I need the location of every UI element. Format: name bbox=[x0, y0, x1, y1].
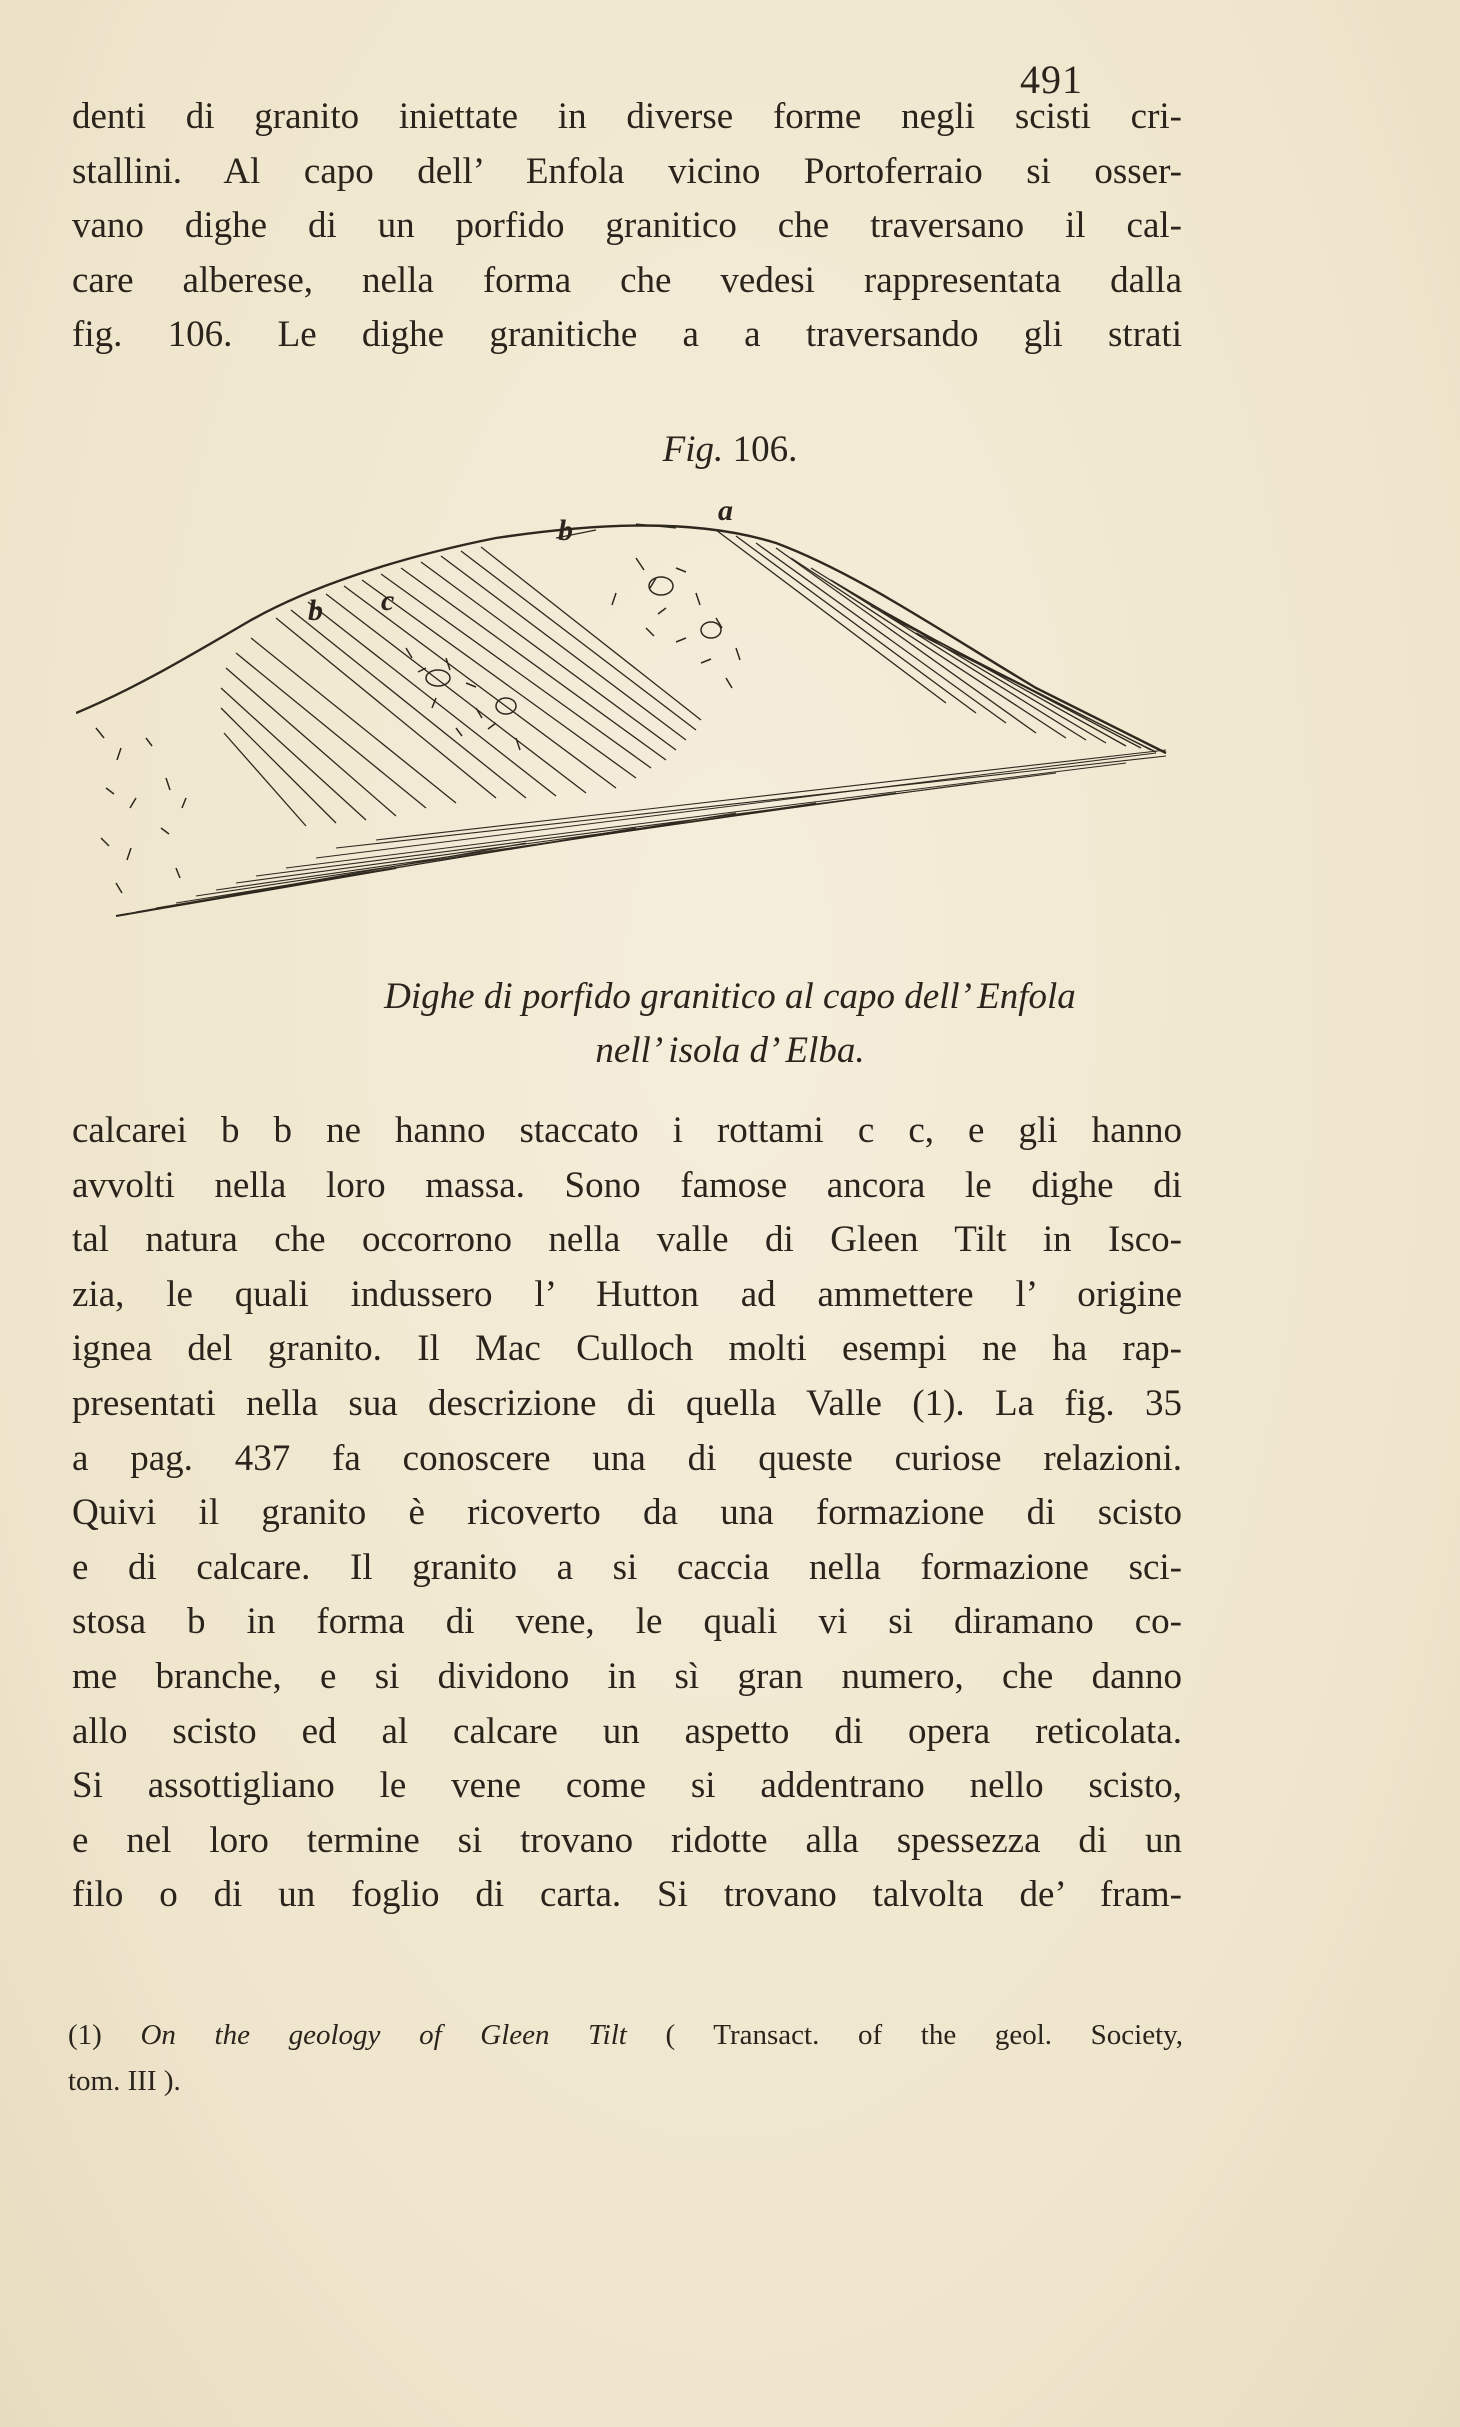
caption-line: Dighe di porfido granitico al capo dell’ Enfola bbox=[384, 976, 1076, 1017]
text-line: presentati nella sua descrizione di quella Valle (1). La fig. 35 bbox=[72, 1382, 1182, 1424]
footnote-marker: (1) bbox=[68, 2019, 102, 2051]
text-line: filo o di un foglio di carta. Si trovano talvolta de’ fram- bbox=[72, 1874, 1182, 1916]
figure-letter-b: b bbox=[308, 594, 323, 627]
text-line: e di calcare. Il granito a si caccia nella formazione sci- bbox=[72, 1546, 1182, 1588]
text-line: stallini. Al capo dell’ Enfola vicino Portoferraio si osser- bbox=[72, 150, 1182, 192]
text-line: ignea del granito. Il Mac Culloch molti esempi ne ha rap- bbox=[72, 1328, 1182, 1370]
footnote-title: On the geology of Gleen Tilt bbox=[140, 2019, 627, 2051]
figure-letter-c: c bbox=[381, 584, 395, 617]
footnote-line: tom. III ). bbox=[68, 2065, 181, 2097]
paragraph-2 bbox=[72, 1104, 1182, 1923]
geological-figure bbox=[76, 498, 1176, 918]
figure-number: 106. bbox=[732, 429, 798, 470]
text-line: calcarei b b ne hanno staccato i rottami c c, e gli hanno bbox=[72, 1110, 1182, 1151]
text-line: fig. 106. Le dighe granitiche a a traversando gli strati bbox=[72, 314, 1182, 356]
text-line: care alberese, nella forma che vedesi rappresentata dalla bbox=[72, 259, 1182, 301]
text-line: vano dighe di un porfido granitico che traversano il cal- bbox=[72, 205, 1182, 247]
figure-letter-b: b bbox=[558, 514, 573, 547]
paragraph-1 bbox=[72, 90, 1182, 363]
sea-hatching bbox=[116, 750, 1166, 916]
text-line: a pag. 437 fa conoscere una di queste curiose relazioni. bbox=[72, 1437, 1182, 1479]
figure-label bbox=[0, 428, 1460, 471]
text-line: tal natura che occorrono nella valle di Gleen Tilt in Isco- bbox=[72, 1219, 1182, 1261]
page-number: 491 bbox=[1020, 57, 1083, 102]
caption-line: nell’ isola d’ Elba. bbox=[595, 1030, 865, 1071]
figure-caption bbox=[0, 970, 1460, 1078]
text-line: avvolti nella loro massa. Sono famose ancora le dighe di bbox=[72, 1164, 1182, 1206]
figure-letter-a: a bbox=[718, 498, 733, 527]
figure-label-prefix: Fig. bbox=[662, 429, 724, 470]
text-line: me branche, e si dividono in sì gran numero, che danno bbox=[72, 1655, 1182, 1697]
text-line: zia, le quali indussero l’ Hutton ad ammettere l’ origine bbox=[72, 1273, 1182, 1315]
hill-outline bbox=[76, 526, 1166, 754]
text-line: stosa b in forma di vene, le quali vi si diramano co- bbox=[72, 1601, 1182, 1643]
text-line: e nel loro termine si trovano ridotte alla spessezza di un bbox=[72, 1819, 1182, 1861]
text-line: denti di granito iniettate in diverse forme negli scisti cri- bbox=[72, 96, 1182, 137]
footnote bbox=[68, 2012, 1183, 2104]
text-line: Quivi il granito è ricoverto da una formazione di scisto bbox=[72, 1492, 1182, 1534]
text-line: allo scisto ed al calcare un aspetto di opera reticolata. bbox=[72, 1710, 1182, 1752]
footnote-reference: ( Transact. of the geol. Society, bbox=[665, 2019, 1183, 2051]
footnote-line bbox=[68, 2012, 1183, 2058]
text-line: Si assottigliano le vene come si addentrano nello scisto, bbox=[72, 1765, 1182, 1807]
